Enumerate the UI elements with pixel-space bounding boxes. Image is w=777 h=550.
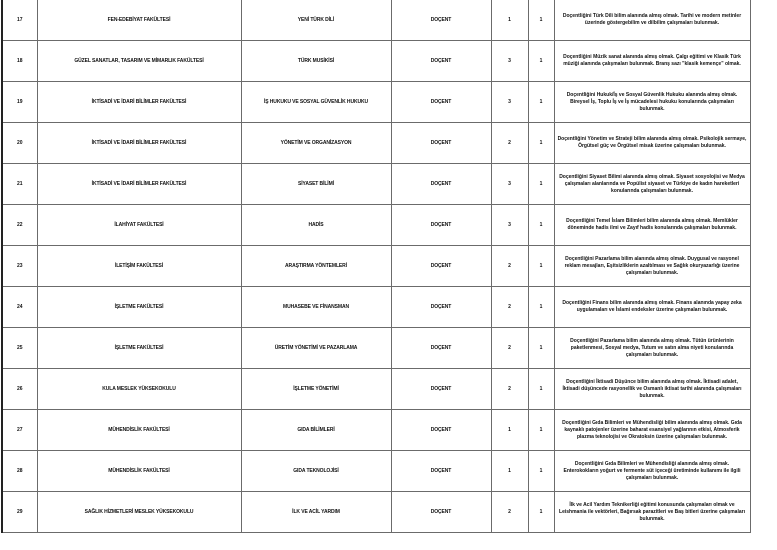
- table-row: [2, 205, 750, 246]
- row-number: 27: [2, 410, 37, 451]
- faculty-cell: KULA MESLEK YÜKSEKOKULU: [37, 369, 241, 410]
- title-cell: DOÇENT: [391, 410, 491, 451]
- row-number: 28: [2, 451, 37, 492]
- requirement-cell: Doçentliğini Müzik sanat alanında almış olmak. Çalgı eğitimi ve Klasik Türk müziği alanında çalışmaları bulunmak. Branş sazı "klasik kemençe" olmak.: [554, 41, 750, 82]
- faculty-cell: İLETİŞİM FAKÜLTESİ: [37, 246, 241, 287]
- count-cell: 1: [528, 0, 554, 41]
- department-cell: GIDA BİLİMLERİ: [241, 410, 391, 451]
- title-cell: DOÇENT: [391, 164, 491, 205]
- department-cell: İŞLETME YÖNETİMİ: [241, 369, 391, 410]
- faculty-cell: FEN-EDEBİYAT FAKÜLTESİ: [37, 0, 241, 41]
- row-number: 24: [2, 287, 37, 328]
- department-cell: YÖNETİM VE ORGANİZASYON: [241, 123, 391, 164]
- faculty-cell: MÜHENDİSLİK FAKÜLTESİ: [37, 451, 241, 492]
- requirement-cell: Doçentliğini Yönetim ve Strateji bilim alanında almış olmak. Psikolojik sermaye, Örgütsel güç ve Örgütsel misak üzerine çalışmaları bulunmak.: [554, 123, 750, 164]
- count-cell: 1: [528, 492, 554, 533]
- row-number: 23: [2, 246, 37, 287]
- degree-cell: 2: [491, 492, 528, 533]
- count-cell: 1: [528, 287, 554, 328]
- count-cell: 1: [528, 205, 554, 246]
- degree-cell: 2: [491, 328, 528, 369]
- row-number: 19: [2, 82, 37, 123]
- title-cell: DOÇENT: [391, 451, 491, 492]
- degree-cell: 2: [491, 287, 528, 328]
- title-cell: DOÇENT: [391, 369, 491, 410]
- requirement-cell: Doçentliğini Gıda Bilimleri ve Mühendisliği alanında almış olmak. Enterokokların yoğurt ve fermente süt içeceği üretiminde kullanımı ile ilgili çalışmaları bulunmak.: [554, 451, 750, 492]
- count-cell: 1: [528, 41, 554, 82]
- degree-cell: 3: [491, 205, 528, 246]
- table-row: [2, 287, 750, 328]
- requirement-cell: Doçentliğini Gıda Bilimleri ve Mühendisliği bilim alanında almış olmak. Gıda kaynaklı patojenler üzerine baharat esansiyel yağlarının etkisi, Atmosferik plazma teknolojisi ve Okratoksin üzerine çalışmaları bulunmak.: [554, 410, 750, 451]
- count-cell: 1: [528, 451, 554, 492]
- row-number: 20: [2, 123, 37, 164]
- table-row: [2, 82, 750, 123]
- table-row: [2, 410, 750, 451]
- table-row: [2, 0, 750, 41]
- department-cell: İLK VE ACİL YARDIM: [241, 492, 391, 533]
- count-cell: 1: [528, 164, 554, 205]
- count-cell: 1: [528, 369, 554, 410]
- department-cell: ARAŞTIRMA YÖNTEMLERİ: [241, 246, 391, 287]
- degree-cell: 1: [491, 0, 528, 41]
- count-cell: 1: [528, 328, 554, 369]
- department-cell: ÜRETİM YÖNETİMİ VE PAZARLAMA: [241, 328, 391, 369]
- degree-cell: 3: [491, 164, 528, 205]
- count-cell: 1: [528, 246, 554, 287]
- department-cell: İŞ HUKUKU VE SOSYAL GÜVENLİK HUKUKU: [241, 82, 391, 123]
- table-row: [2, 451, 750, 492]
- faculty-cell: İKTİSADİ VE İDARİ BİLİMLER FAKÜLTESİ: [37, 82, 241, 123]
- row-number: 26: [2, 369, 37, 410]
- requirement-cell: Doçentliğini Pazarlama bilim alanında almış olmak. Duygusal ve rasyonel reklam mesajları, Eşitsizliklerin azaltılması ve Sağlık okuryazarlığı üzerine çalışmaları bulunmak.: [554, 246, 750, 287]
- row-number: 17: [2, 0, 37, 41]
- requirement-cell: Doçentliğini İktisadi Düşünce bilim alanında almış olmak. İktisadi adalet, İktisadi düşüncede rasyonellik ve Osmanlı iktisat tarihi alanında çalışmaları bulunmak.: [554, 369, 750, 410]
- row-number: 18: [2, 41, 37, 82]
- faculty-cell: MÜHENDİSLİK FAKÜLTESİ: [37, 410, 241, 451]
- degree-cell: 3: [491, 41, 528, 82]
- faculty-cell: İLAHİYAT FAKÜLTESİ: [37, 205, 241, 246]
- positions-table: [1, 0, 751, 533]
- requirement-cell: Doçentliğini Hukuk/İş ve Sosyal Güvenlik Hukuku alanında almış olmak. Bireysel İş, Toplu İş ve İş mücadelesi hukuku konularında çalışmaları bulunmak.: [554, 82, 750, 123]
- faculty-cell: İŞLETME FAKÜLTESİ: [37, 328, 241, 369]
- requirement-cell: Doçentliğini Türk Dili bilim alanında almış olmak. Tarihi ve modern metinler üzerinde göstergebilim ve dilbilim çalışmaları bulunmak.: [554, 0, 750, 41]
- requirement-cell: İlk ve Acil Yardım Teknikerliği eğitimi konusunda çalışmaları olmak ve Leishmania ile vektörleri, Bağırsak parazitleri ve Baş bitleri üzerine çalışmaları bulunmak.: [554, 492, 750, 533]
- table-row: [2, 328, 750, 369]
- title-cell: DOÇENT: [391, 328, 491, 369]
- faculty-cell: SAĞLIK HİZMETLERİ MESLEK YÜKSEKOKULU: [37, 492, 241, 533]
- degree-cell: 1: [491, 410, 528, 451]
- requirement-cell: Doçentliğini Finans bilim alanında almış olmak. Finans alanında yapay zeka uygulamaları ve İslami endeksler üzerine çalışmaları bulunmak.: [554, 287, 750, 328]
- table-row: [2, 41, 750, 82]
- requirement-cell: Doçentliğini Temel İslam Bilimleri bilim alanında almış olmak. Memlükler döneminde hadis ilmi ve Zayıf hadis konularında çalışmaları bulunmak.: [554, 205, 750, 246]
- row-number: 21: [2, 164, 37, 205]
- row-number: 25: [2, 328, 37, 369]
- faculty-cell: İKTİSADİ VE İDARİ BİLİMLER FAKÜLTESİ: [37, 164, 241, 205]
- table-body: [2, 0, 750, 533]
- degree-cell: 2: [491, 369, 528, 410]
- requirement-cell: Doçentliğini Pazarlama bilim alanında almış olmak. Tütün ürünlerinin paketlenmesi, Sosyal medya, Tutum ve satın alma niyeti konularında çalışmaları bulunmak.: [554, 328, 750, 369]
- title-cell: DOÇENT: [391, 123, 491, 164]
- department-cell: TÜRK MUSİKİSİ: [241, 41, 391, 82]
- count-cell: 1: [528, 82, 554, 123]
- table-row: [2, 492, 750, 533]
- degree-cell: 3: [491, 82, 528, 123]
- title-cell: DOÇENT: [391, 0, 491, 41]
- count-cell: 1: [528, 123, 554, 164]
- faculty-cell: GÜZEL SANATLAR, TASARIM VE MİMARLIK FAKÜLTESİ: [37, 41, 241, 82]
- title-cell: DOÇENT: [391, 205, 491, 246]
- table-row: [2, 369, 750, 410]
- requirement-cell: Doçentliğini Siyaset Bilimi alanında almış olmak. Siyaset sosyolojisi ve Medya çalışmaları alanlarında ve Popülist siyaset ve Türkiye de kadın hareketleri konularında çalışmaları bulunmak.: [554, 164, 750, 205]
- count-cell: 1: [528, 410, 554, 451]
- table-row: [2, 164, 750, 205]
- degree-cell: 2: [491, 123, 528, 164]
- department-cell: MUHASEBE VE FİNANSMAN: [241, 287, 391, 328]
- department-cell: YENİ TÜRK DİLİ: [241, 0, 391, 41]
- title-cell: DOÇENT: [391, 41, 491, 82]
- department-cell: GIDA TEKNOLOJİSİ: [241, 451, 391, 492]
- row-number: 29: [2, 492, 37, 533]
- department-cell: SİYASET BİLİMİ: [241, 164, 391, 205]
- title-cell: DOÇENT: [391, 287, 491, 328]
- degree-cell: 2: [491, 246, 528, 287]
- table-row: [2, 246, 750, 287]
- title-cell: DOÇENT: [391, 82, 491, 123]
- title-cell: DOÇENT: [391, 246, 491, 287]
- title-cell: DOÇENT: [391, 492, 491, 533]
- degree-cell: 1: [491, 451, 528, 492]
- faculty-cell: İKTİSADİ VE İDARİ BİLİMLER FAKÜLTESİ: [37, 123, 241, 164]
- table-row: [2, 123, 750, 164]
- department-cell: HADİS: [241, 205, 391, 246]
- row-number: 22: [2, 205, 37, 246]
- faculty-cell: İŞLETME FAKÜLTESİ: [37, 287, 241, 328]
